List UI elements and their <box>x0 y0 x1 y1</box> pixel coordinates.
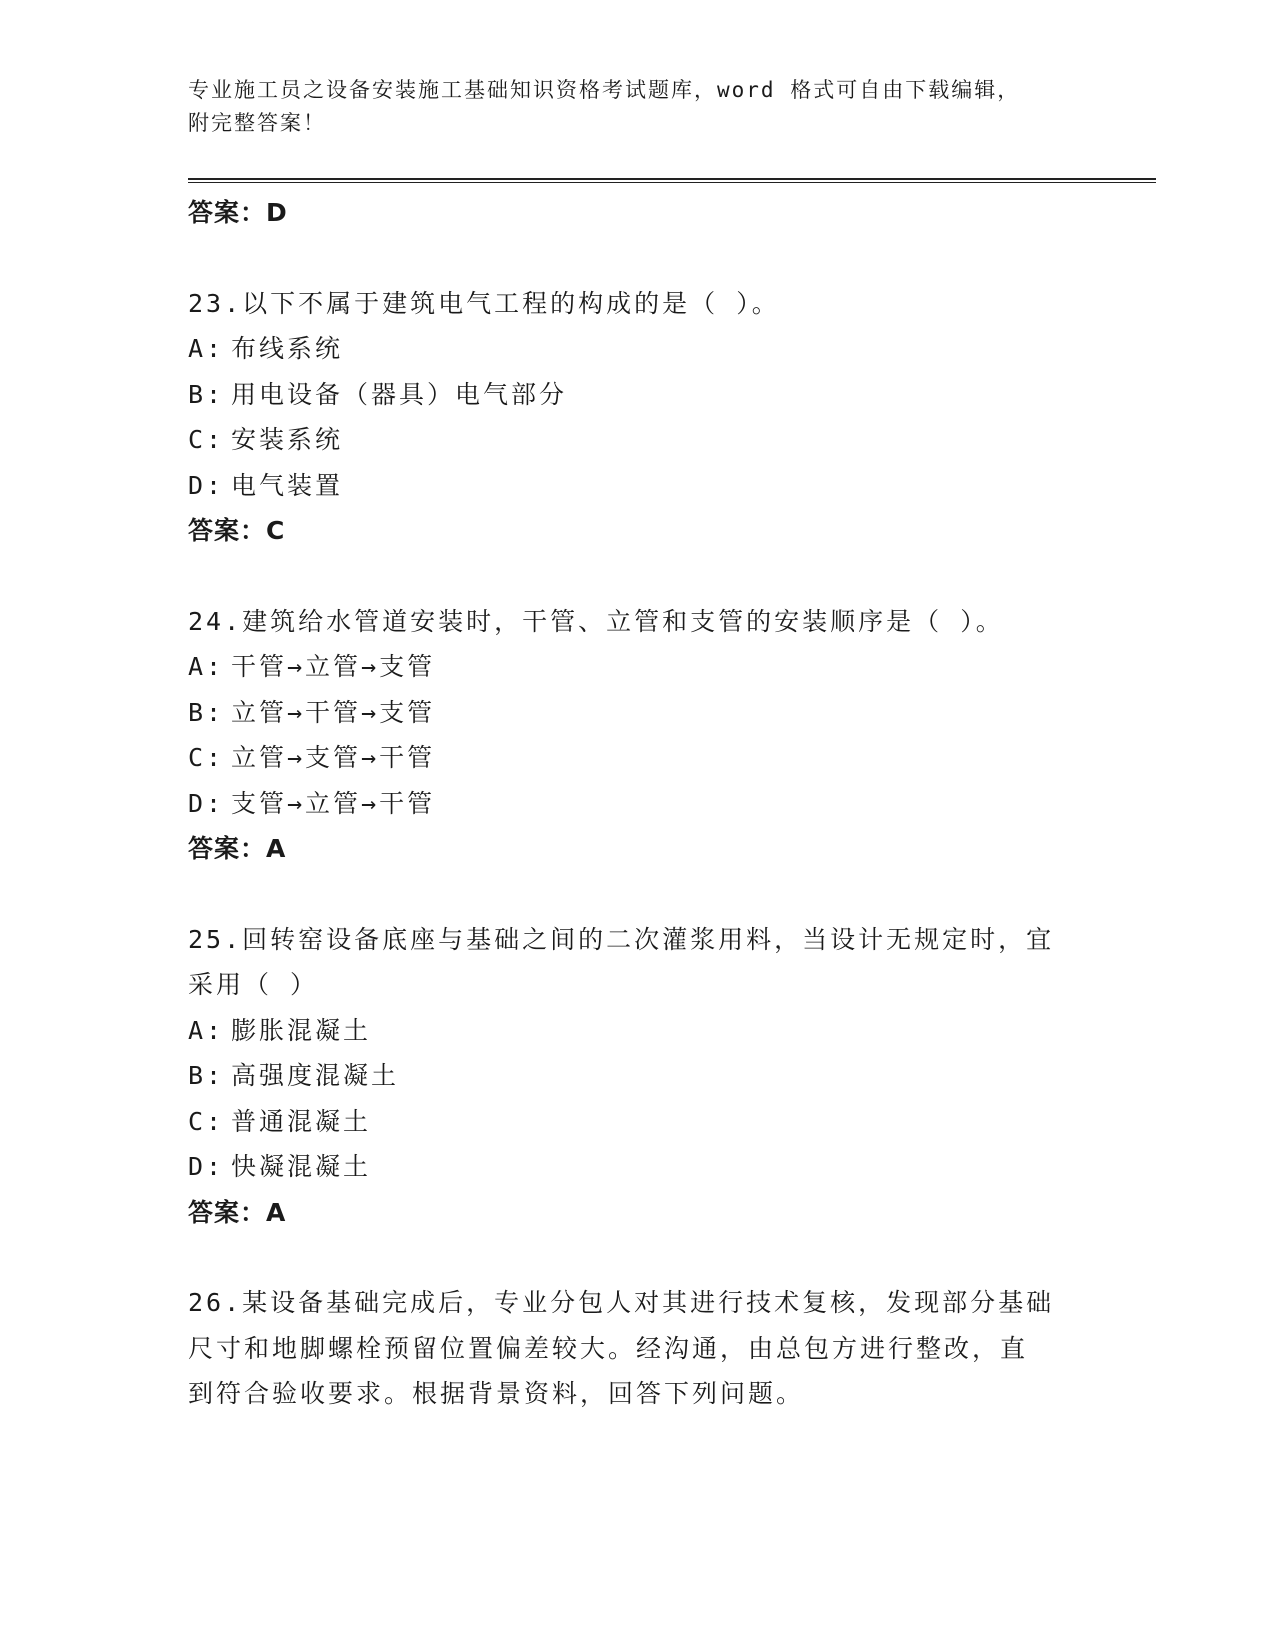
option-text: 快凝混凝土 <box>231 1152 372 1181</box>
option-text: 支管→立管→干管 <box>231 788 436 818</box>
option-key: C: <box>188 425 225 454</box>
option-b <box>188 372 1088 418</box>
option-d <box>188 463 1088 509</box>
option-text: 立管→干管→支管 <box>231 697 436 727</box>
question-stem: 23.以下不属于建筑电气工程的构成的是（ ）。 <box>188 288 780 318</box>
question-stem: 26.某设备基础完成后，专业分包人对其进行技术复核，发现部分基础 <box>188 1288 1055 1317</box>
option-text: 膨胀混凝土 <box>231 1015 372 1045</box>
option-b <box>188 1053 1088 1099</box>
option-c <box>188 1099 1088 1145</box>
question-stem-cont: 尺寸和地脚螺栓预留位置偏差较大。经沟通，由总包方进行整改，直 <box>188 1333 1029 1363</box>
option-key: C: <box>188 743 225 772</box>
option-text: 电气装置 <box>231 470 344 500</box>
option-c <box>188 417 1088 463</box>
spacer <box>188 1235 1088 1280</box>
option-key: D: <box>188 470 225 500</box>
option-key: B: <box>188 1061 225 1090</box>
option-a <box>188 1008 1088 1054</box>
option-text: 布线系统 <box>231 334 344 363</box>
option-text: 立管→支管→干管 <box>231 743 436 772</box>
question-block <box>188 281 1088 554</box>
option-text: 干管→立管→支管 <box>231 652 436 681</box>
option-d <box>188 781 1088 827</box>
answer-line: 答案：C <box>188 516 286 545</box>
answer-line: 答案：D <box>188 198 288 227</box>
option-a <box>188 644 1088 690</box>
question-block <box>188 599 1088 872</box>
spacer <box>188 554 1088 599</box>
option-key: A: <box>188 652 225 681</box>
option-b <box>188 690 1088 736</box>
question-stem-cont: 采用（ ） <box>188 970 319 999</box>
question-stem: 24.建筑给水管道安装时，干管、立管和支管的安装顺序是（ ）。 <box>188 606 1004 636</box>
option-key: B: <box>188 697 225 727</box>
header-divider <box>188 178 1156 183</box>
question-stem-cont: 到符合验收要求。根据背景资料，回答下列问题。 <box>188 1379 805 1408</box>
option-d <box>188 1144 1088 1190</box>
option-key: D: <box>188 788 225 818</box>
option-text: 普通混凝土 <box>231 1106 372 1136</box>
question-list <box>188 190 1088 1417</box>
answer-line: 答案：A <box>188 834 287 863</box>
spacer <box>188 872 1088 917</box>
question-block <box>188 917 1088 1236</box>
option-text: 安装系统 <box>231 425 344 454</box>
page-header <box>188 74 1088 140</box>
option-key: A: <box>188 1015 225 1045</box>
option-text: 用电设备（器具）电气部分 <box>231 379 568 409</box>
option-key: B: <box>188 379 225 409</box>
header-line-1: 专业施工员之设备安装施工基础知识资格考试题库，word 格式可自由下载编辑， <box>188 78 1021 102</box>
option-c <box>188 735 1088 781</box>
option-key: D: <box>188 1152 225 1181</box>
header-line-2: 附完整答案！ <box>188 111 326 135</box>
option-text: 高强度混凝土 <box>231 1061 400 1090</box>
question-block <box>188 1280 1088 1417</box>
option-key: C: <box>188 1106 225 1136</box>
spacer <box>188 236 1088 281</box>
option-a <box>188 326 1088 372</box>
answer-line: 答案：A <box>188 1197 287 1227</box>
question-stem: 25.回转窑设备底座与基础之间的二次灌浆用料，当设计无规定时，宜 <box>188 924 1055 954</box>
option-key: A: <box>188 334 225 363</box>
